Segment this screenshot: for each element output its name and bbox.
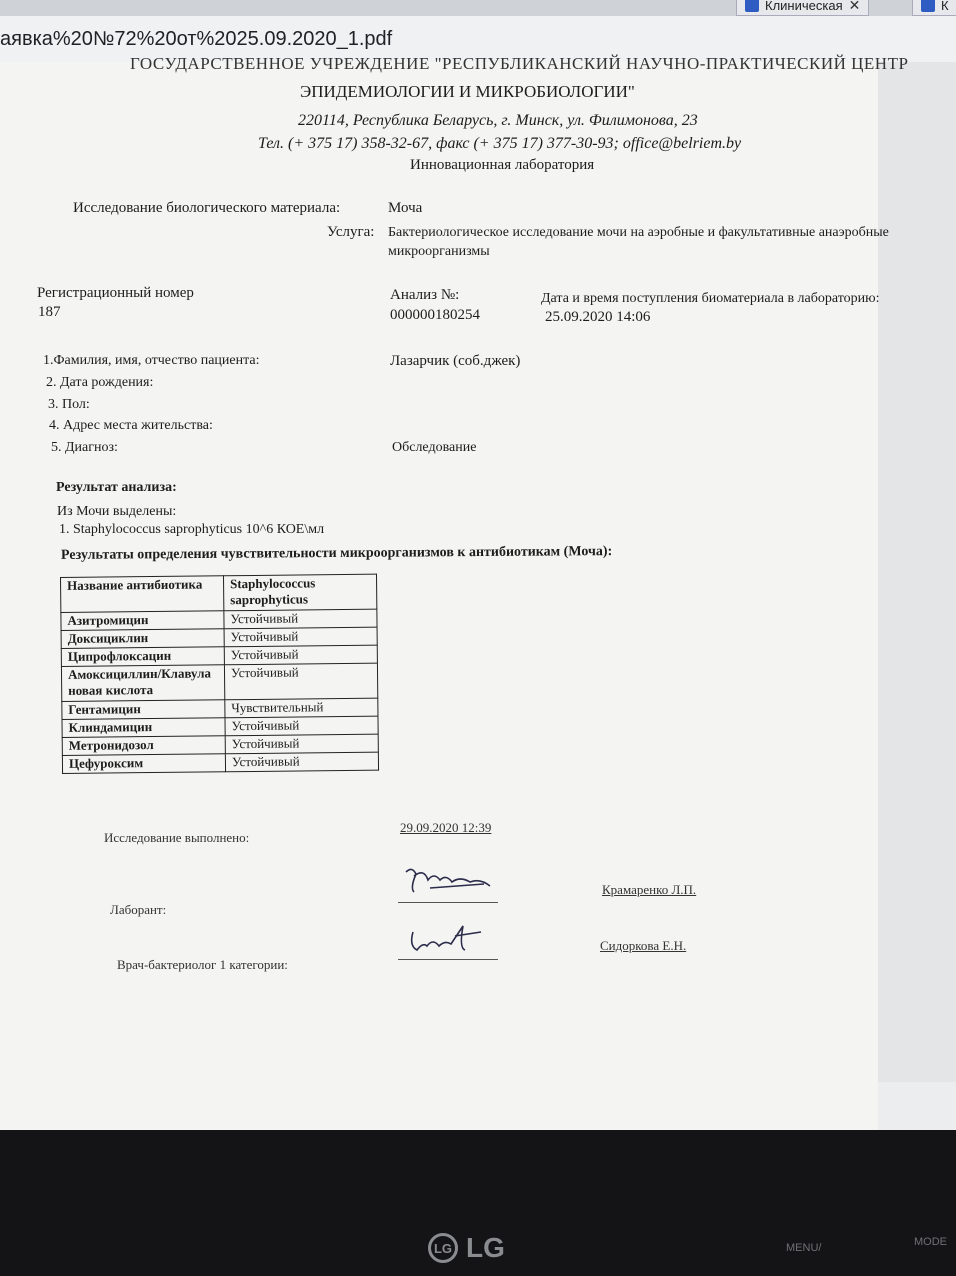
antibiotic-name: Ципрофлоксацин (61, 647, 224, 667)
material-label: Исследование биологического материала: (73, 200, 341, 216)
monitor-mode-button[interactable]: MODE (914, 1236, 947, 1248)
doctor-label: Врач-бактериолог 1 категории: (117, 957, 288, 972)
lab-tech-name: Крамаренко Л.П. (602, 882, 697, 897)
antibiotic-name: Клиндамицин (62, 718, 225, 738)
antibiotic-result: Устойчивый (224, 663, 377, 700)
isolated-label: Из Мочи выделены: (57, 504, 177, 519)
antibiotic-name: Азитромицин (61, 611, 224, 631)
patient-diagnosis-value: Обследование (392, 440, 477, 455)
browser-tab-second[interactable] (912, 0, 956, 16)
patient-diagnosis-label: 5. Диагноз: (51, 440, 118, 455)
monitor-menu-button[interactable]: MENU/ (786, 1242, 822, 1254)
patient-name-label: 1.Фамилия, имя, отчество пациента: (43, 353, 260, 368)
sensitivity-title: Результаты определения чувствительности микроорганизмов к антибиотикам (Моча): (60, 544, 613, 563)
tab-label: К (941, 0, 949, 13)
material-value: Моча (388, 200, 423, 216)
lg-logo-icon: LG (428, 1233, 458, 1263)
pdf-file-name: аявка%20№72%20от%2025.09.2020_1.pdf (0, 27, 393, 50)
close-icon[interactable]: ✕ (848, 0, 861, 13)
antibiotic-table (60, 574, 379, 774)
word-doc-icon (745, 0, 759, 12)
lab-name: Инновационная лаборатория (410, 157, 595, 173)
monitor-brand-logo (428, 1232, 505, 1264)
patient-address-label: 4. Адрес места жительства: (49, 418, 213, 433)
isolate-item: 1. Staphylococcus saprophyticus 10^6 КОЕ\мл (59, 522, 325, 537)
analysis-value: 000000180254 (390, 307, 480, 323)
table-row (62, 752, 378, 773)
lab-tech-signature (400, 862, 500, 898)
word-doc-icon (921, 0, 935, 12)
antibiotic-result: Устойчивый (224, 609, 377, 629)
analysis-label: Анализ №: (390, 287, 460, 303)
antibiotic-name: Цефуроксим (62, 754, 225, 774)
browser-tab-clinical[interactable] (736, 0, 869, 16)
patient-name-value: Лазарчик (соб.джек) (390, 353, 521, 369)
received-label: Дата и время поступления биоматериала в лабораторию: (541, 291, 880, 306)
lab-tech-label: Лаборант: (110, 902, 167, 917)
viewer-background (878, 62, 956, 1082)
tab-label: Клиническая (765, 0, 843, 13)
table-header-antibiotic: Название антибиотика (61, 576, 224, 613)
institute-name: ЭПИДЕМИОЛОГИИ И МИКРОБИОЛОГИИ" (300, 82, 635, 101)
signature-line (398, 959, 498, 960)
registration-value: 187 (38, 304, 61, 320)
browser-tab-strip (0, 0, 956, 16)
header-cut-line: ГОСУДАРСТВЕННОЕ УЧРЕЖДЕНИЕ "РЕСПУБЛИКАНСКИЙ НАУЧНО-ПРАКТИЧЕСКИЙ ЦЕНТР (130, 54, 909, 73)
antibiotic-name: Метронидозол (62, 736, 225, 756)
registration-label: Регистрационный номер (37, 285, 194, 301)
service-label: Услуга: (327, 224, 375, 240)
patient-sex-label: 3. Пол: (48, 397, 90, 412)
antibiotic-result: Устойчивый (224, 645, 377, 665)
table-header-organism: Staphylococcus saprophyticus (223, 574, 376, 611)
antibiotic-name: Амоксициллин/Клавулановая кислота (61, 665, 224, 702)
received-value: 25.09.2020 14:06 (545, 309, 651, 325)
table-header-row (61, 574, 377, 612)
antibiotic-result: Устойчивый (224, 627, 377, 647)
service-value-line2: микроорганизмы (388, 244, 490, 259)
result-title: Результат анализа: (56, 480, 177, 495)
brand-text: LG (466, 1232, 505, 1263)
institute-address: 220114, Республика Беларусь, г. Минск, ул. Филимонова, 23 (298, 112, 698, 129)
signature-line (398, 902, 498, 903)
service-value-line1: Бактериологическое исследование мочи на аэробные и факультативные анаэробные (388, 225, 889, 240)
antibiotic-name: Доксициклин (61, 629, 224, 649)
pdf-viewer[interactable] (0, 54, 956, 1130)
doctor-name: Сидоркова Е.Н. (600, 938, 687, 953)
done-date: 29.09.2020 12:39 (400, 820, 492, 835)
institute-contacts: Тел. (+ 375 17) 358-32-67, факс (+ 375 17) 377-30-93; office@belriem.by (258, 135, 742, 152)
antibiotic-result: Устойчивый (225, 734, 378, 754)
patient-dob-label: 2. Дата рождения: (46, 375, 154, 390)
table-row (61, 663, 377, 701)
done-label: Исследование выполнено: (104, 830, 250, 845)
antibiotic-result: Устойчивый (225, 752, 378, 772)
antibiotic-result: Чувствительный (225, 698, 378, 718)
pdf-page (0, 54, 909, 1130)
doctor-signature (405, 920, 495, 956)
antibiotic-result: Устойчивый (225, 716, 378, 736)
antibiotic-name: Гентамицин (62, 700, 225, 720)
